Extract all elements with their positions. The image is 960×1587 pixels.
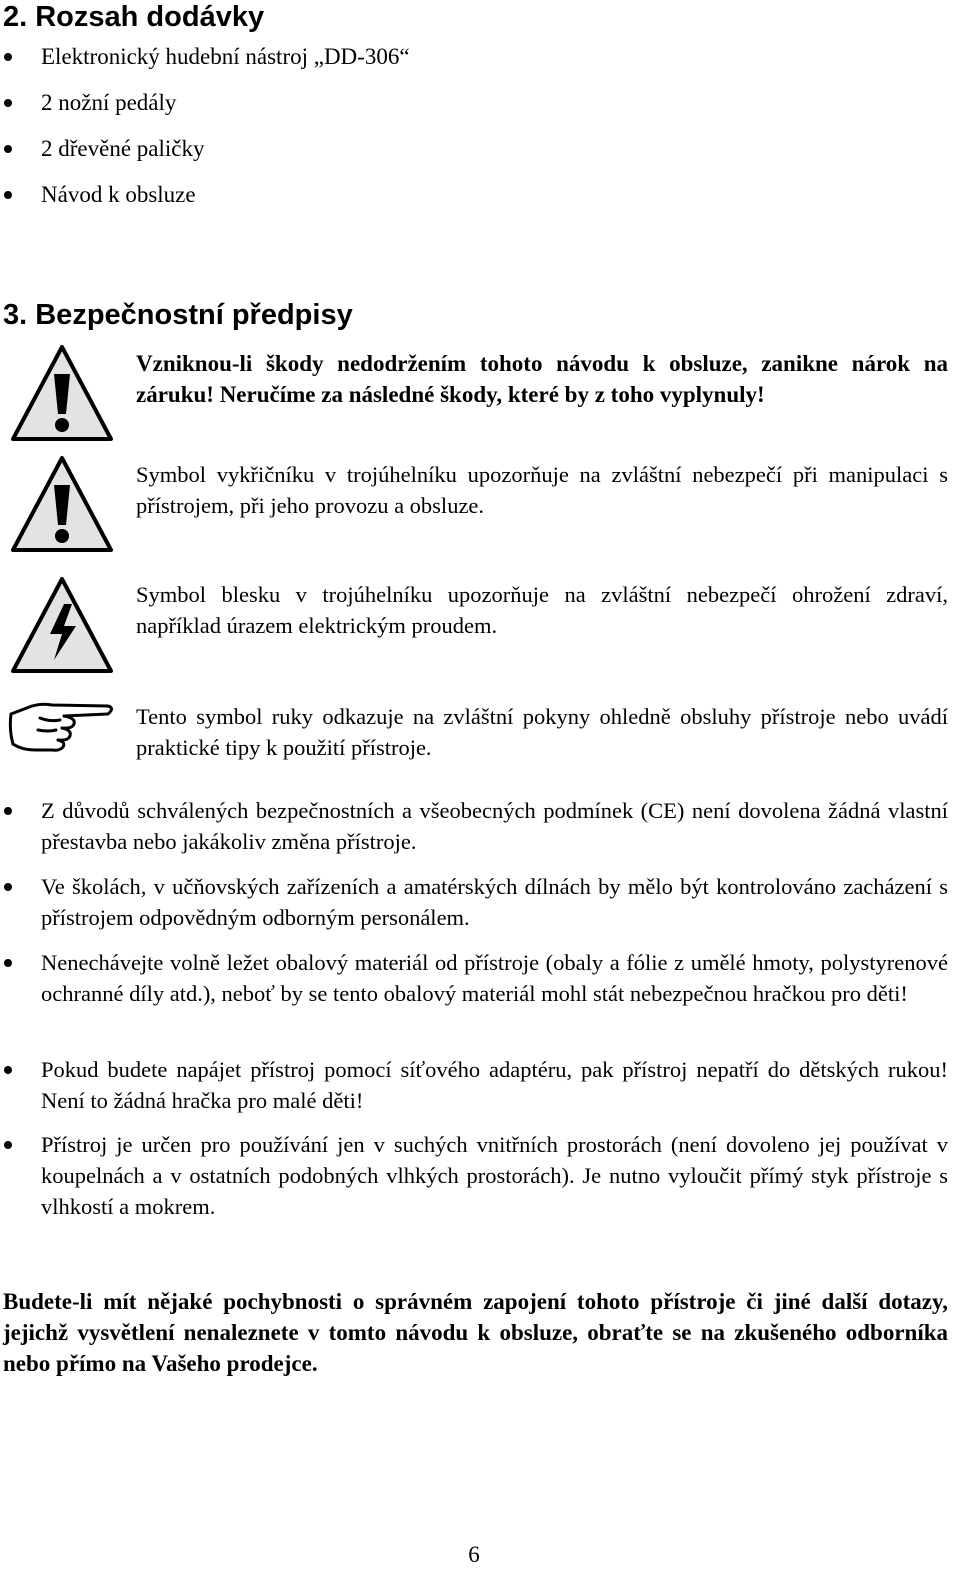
list-item: Pokud budete napájet přístroj pomocí síťového adaptéru, pak přístroj nepatří do dětských rukou! Není to žádná hračka pro malé děti! <box>0 1054 948 1116</box>
bullet-icon <box>4 959 12 967</box>
list-item: Návod k obsluze <box>0 180 700 226</box>
bullet-icon <box>4 1066 12 1074</box>
bullet-icon <box>4 883 12 891</box>
list-item: Přístroj je určen pro používání jen v suchých vnitřních prostorách (není dovoleno jej používat v koupelnách a v ostatních podobných vlhkých prostorách). Je nutno vyloučit přímý styk přístroje s vlhkostí a mokrem. <box>0 1129 948 1222</box>
bullet-icon <box>4 807 12 815</box>
page-number: 6 <box>468 1542 480 1567</box>
bullet-icon <box>4 145 12 153</box>
lightning-warning-icon <box>10 576 114 674</box>
bullet-icon <box>4 1141 12 1149</box>
bullet-icon <box>4 99 12 107</box>
section-heading-safety: 3. Bezpečnostní předpisy <box>3 299 353 331</box>
bullet-icon <box>4 53 12 61</box>
delivery-list <box>0 42 700 226</box>
list-item: 2 nožní pedály <box>0 88 700 134</box>
warning-exclamation-icon <box>10 455 114 553</box>
hand-symbol-text: Tento symbol ruky odkazuje na zvláštní pokyny ohledně obsluhy přístroje nebo uvádí praktické tipy k použití přístroje. <box>136 704 948 760</box>
list-item: Elektronický hudební nástroj „DD-306“ <box>0 42 700 88</box>
pointing-hand-icon <box>8 700 118 756</box>
section-heading-delivery: 2. Rozsah dodávky <box>3 1 265 33</box>
warning-exclamation-icon <box>10 344 114 442</box>
lightning-symbol-text: Symbol blesku v trojúhelníku upozorňuje na zvláštní nebezpečí ohrožení zdraví, například úrazem elektrickým proudem. <box>136 582 948 638</box>
exclamation-symbol-text: Symbol vykřičníku v trojúhelníku upozorňuje na zvláštní nebezpečí při manipulaci s přístrojem, při jeho provozu a obsluze. <box>136 462 948 518</box>
bullet-icon <box>4 191 12 199</box>
list-item: Nenechávejte volně ležet obalový materiál od přístroje (obaly a fólie z umělé hmoty, polystyrenové ochranné díly atd.), neboť by se tento obalový materiál mohl stát nebezpečnou hračkou pro děti! <box>0 947 948 1009</box>
list-item: 2 dřevěné paličky <box>0 134 700 180</box>
warranty-warning-text: Vzniknou-li škody nedodržením tohoto návodu k obsluze, zanikne nárok na záruku! Neručíme za následné škody, které by z toho vyplynuly! <box>136 351 948 407</box>
closing-note: Budete-li mít nějaké pochybnosti o správném zapojení tohoto přístroje či jiné další dotazy, jejichž vysvětlení nenaleznete v tomto návodu k obsluze, obraťte se na zkušeného odborníka nebo přímo na Vašeho prodejce. <box>3 1289 948 1376</box>
list-item: Z důvodů schválených bezpečnostních a všeobecných podmínek (CE) není dovolena žádná vlastní přestavba nebo jakákoliv změna přístroje. <box>0 795 948 857</box>
list-item: Ve školách, v učňovských zařízeních a amatérských dílnách by mělo být kontrolováno zacházení s přístrojem odpovědným odborným personálem. <box>0 871 948 933</box>
